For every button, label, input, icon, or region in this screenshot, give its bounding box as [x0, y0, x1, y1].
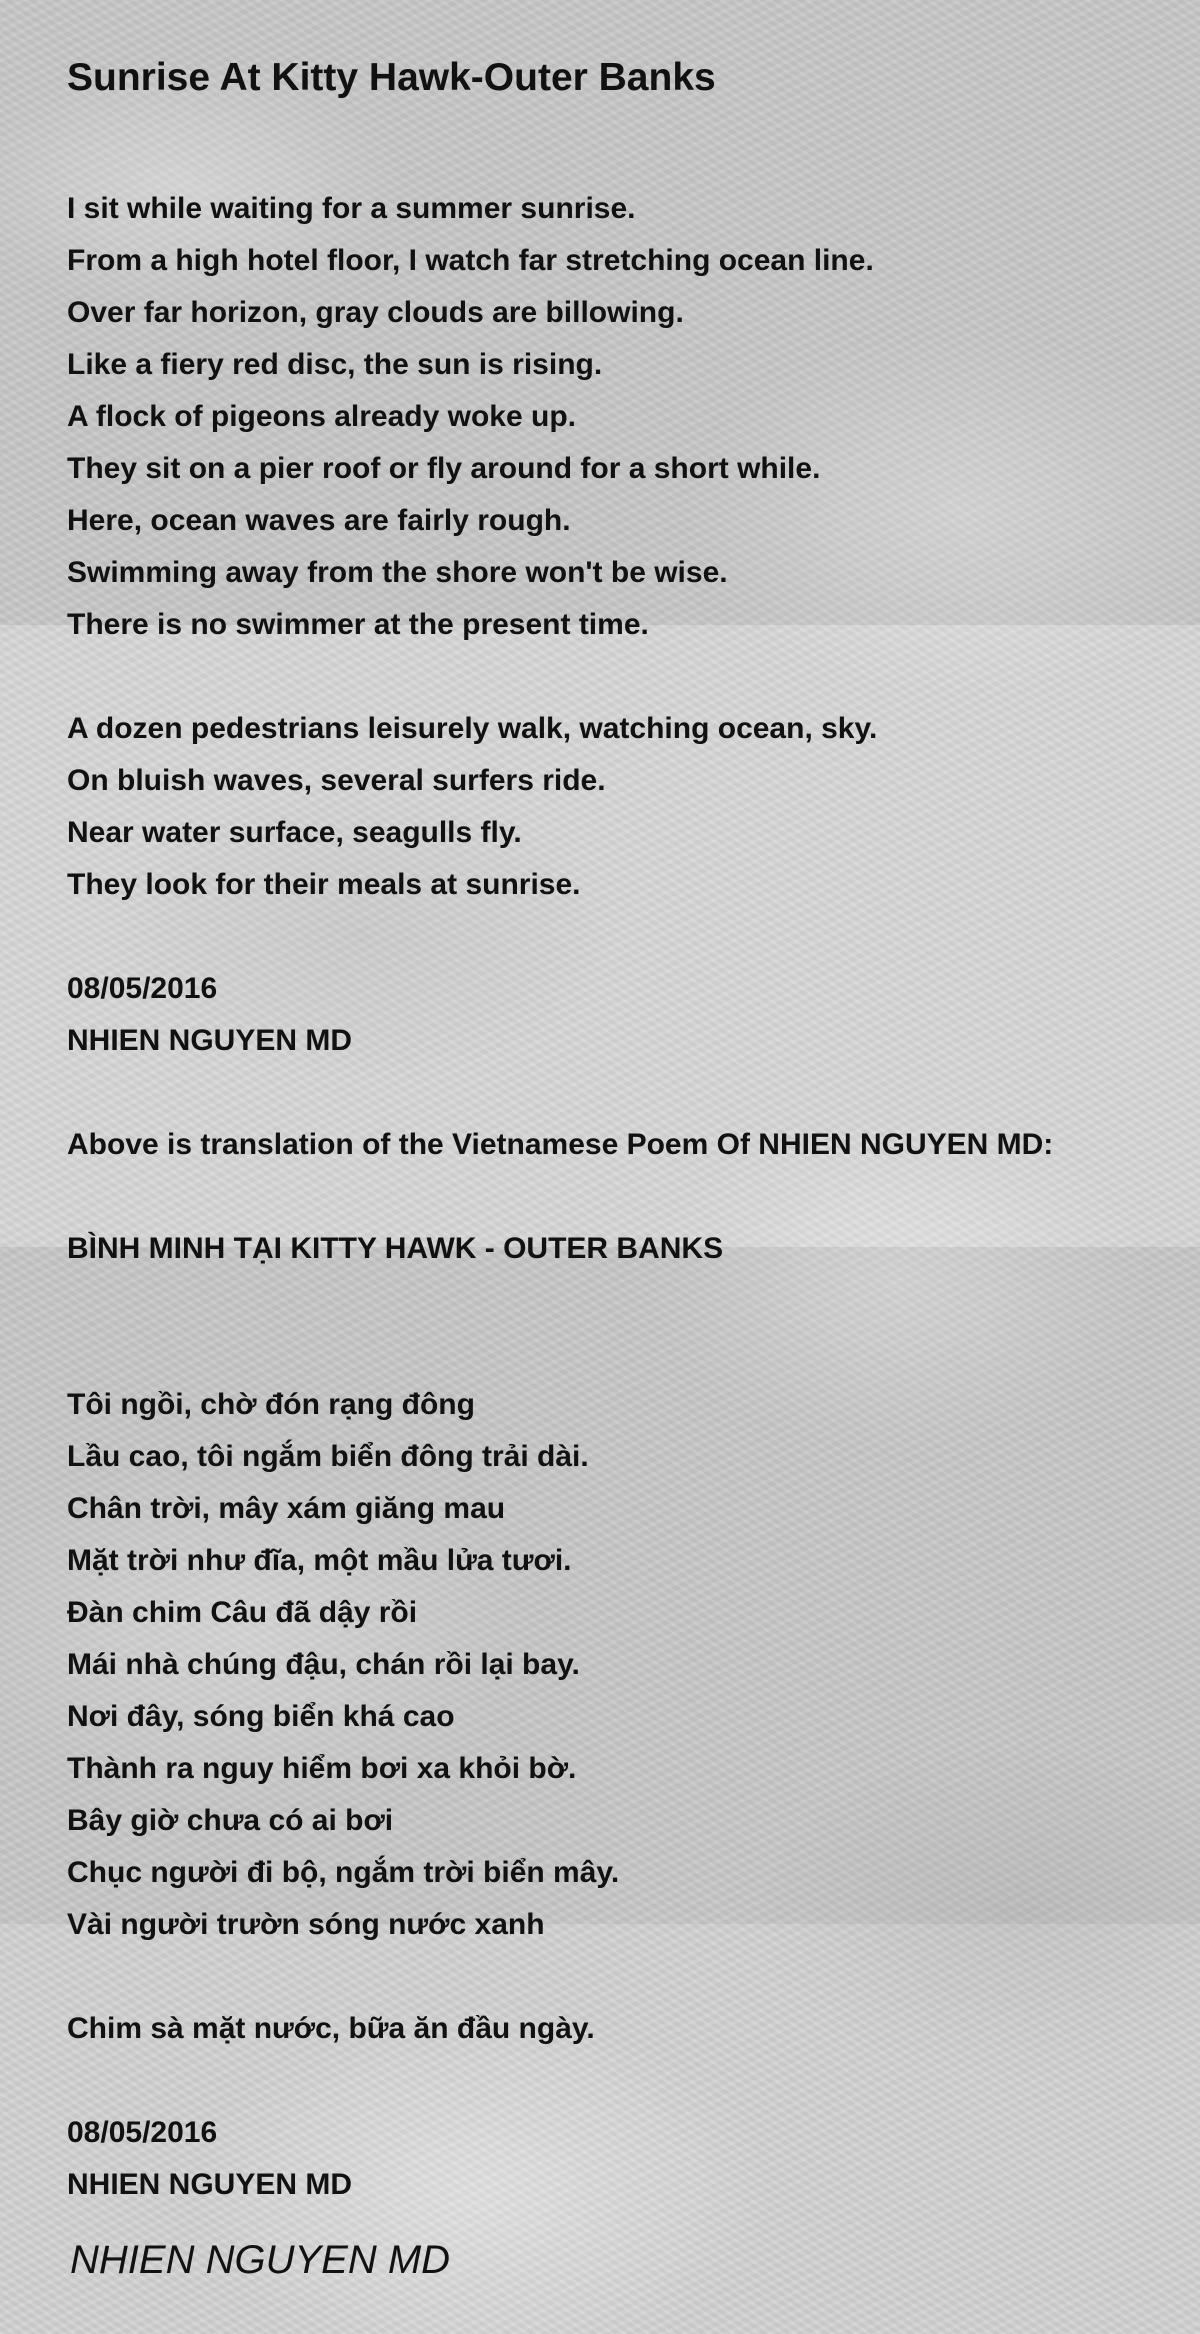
poem-line: Bây giờ chưa có ai bơi	[67, 1804, 394, 1837]
poem-content	[67, 48, 1177, 2211]
vietnamese-title: BÌNH MINH TẠI KITTY HAWK - OUTER BANKS	[67, 1232, 724, 1265]
poem-line: Swimming away from the shore won't be wise.	[67, 556, 728, 589]
poem-date: 08/05/2016	[67, 972, 218, 1005]
poem-line: They sit on a pier roof or fly around for a short while.	[67, 452, 821, 485]
poem-line: Here, ocean waves are fairly rough.	[67, 504, 571, 537]
poem-line: From a high hotel floor, I watch far stretching ocean line.	[67, 244, 874, 277]
poem-line: Mặt trời như đĩa, một mầu lửa tươi.	[67, 1544, 572, 1577]
poem-line: A dozen pedestrians leisurely walk, watching ocean, sky.	[67, 712, 878, 745]
poem-line: On bluish waves, several surfers ride.	[67, 764, 606, 797]
stanza-2	[67, 703, 1177, 911]
poem-line: Lầu cao, tôi ngắm biển đông trải dài.	[67, 1440, 589, 1473]
poem-author: NHIEN NGUYEN MD	[67, 2168, 353, 2201]
stanza-gap	[67, 2055, 1177, 2107]
stanza-gap	[67, 1171, 1177, 1223]
poem-body	[67, 183, 1177, 2211]
poem-line: Nơi đây, sóng biển khá cao	[67, 1700, 455, 1733]
poem-line: Tôi ngồi, chờ đón rạng đông	[67, 1388, 475, 1421]
poem-line: Thành ra nguy hiểm bơi xa khỏi bờ.	[67, 1752, 577, 1785]
poem-author: NHIEN NGUYEN MD	[67, 1024, 353, 1057]
poem-line: Chân trời, mây xám giăng mau	[67, 1492, 506, 1525]
poem-date: 08/05/2016	[67, 2116, 218, 2149]
poem-title: Sunrise At Kitty Hawk-Outer Banks	[67, 56, 716, 99]
poem-line: Chim sà mặt nước, bữa ăn đầu ngày.	[67, 2012, 595, 2045]
stanza-gap	[67, 1951, 1177, 2003]
poem-line: I sit while waiting for a summer sunrise.	[67, 192, 636, 225]
poem-line: Near water surface, seagulls fly.	[67, 816, 522, 849]
poem-line: Chục người đi bộ, ngắm trời biển mây.	[67, 1856, 620, 1889]
author-signature: NHIEN NGUYEN MD	[70, 2238, 451, 2282]
poem-line: Vài người trườn sóng nước xanh	[67, 1908, 545, 1941]
poem-line: A flock of pigeons already woke up.	[67, 400, 576, 433]
stanza-gap	[67, 651, 1177, 703]
stanza-3	[67, 1379, 1177, 1951]
poem-line: Like a fiery red disc, the sun is rising.	[67, 348, 603, 381]
translation-note: Above is translation of the Vietnamese Poem Of NHIEN NGUYEN MD:	[67, 1128, 1054, 1161]
poem-line: Mái nhà chúng đậu, chán rồi lại bay.	[67, 1648, 580, 1681]
stanza-gap	[67, 1275, 1177, 1379]
stanza-gap	[67, 1067, 1177, 1119]
stanza-1	[67, 183, 1177, 651]
poem-line: Đàn chim Câu đã dậy rồi	[67, 1596, 418, 1629]
poem-line: They look for their meals at sunrise.	[67, 868, 581, 901]
poem-line: Over far horizon, gray clouds are billowing.	[67, 296, 684, 329]
stanza-gap	[67, 911, 1177, 963]
stanza-4	[67, 2003, 1177, 2055]
poem-line: There is no swimmer at the present time.	[67, 608, 649, 641]
